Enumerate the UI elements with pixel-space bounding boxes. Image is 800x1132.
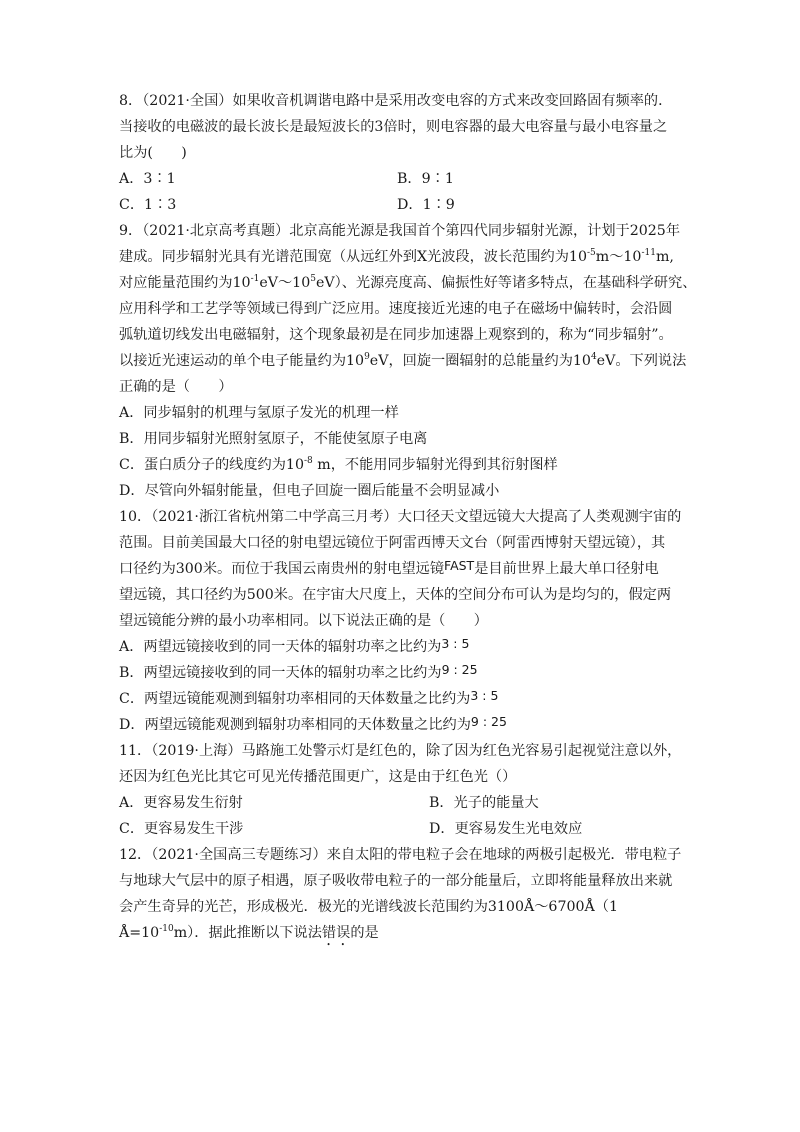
exponent: -11 [641,248,656,258]
question-text-line: 望远镜能分辨的最小功率相同。以下说法正确的是（ ） [119,613,488,629]
question-text-line [119,556,691,582]
ratio: 9 : 25 [470,714,507,729]
question-11 [119,738,691,842]
question-text-line: 比为( ) [119,145,187,161]
text-run: 是目前世界上最大单口径射电 [474,561,659,577]
ratio: 9 : 25 [441,662,478,677]
text-run: C．蛋白质分子的线度约为10 [119,457,304,473]
question-text-line: 会产生奇异的光芒，形成极光．极光的光谱线波长范围约为3100Å～6700Å（1 [119,899,618,915]
option-a[interactable]: A．更容易发生衍射 [119,795,243,811]
text-run: eV，回旋一圈辐射的总能量约为10 [369,353,591,369]
exponent: -1 [250,274,260,284]
option-d[interactable] [119,712,691,738]
fast-label: FAST [444,558,475,573]
question-10 [119,504,691,738]
option-d[interactable]: D．1∶9 [397,197,455,213]
question-text-line [119,348,691,374]
question-text-line: 应用科学和工艺学等领域已得到广泛应用。速度接近光速的电子在磁场中偏转时，会沿圆 [119,301,673,317]
option-a[interactable]: A．同步辐射的机理与氢原子发光的机理一样 [119,405,399,421]
question-text-line: 8．（2021·全国）如果收音机调谐电路中是采用改变电容的方式来改变回路固有频率的． [119,93,673,109]
option-b[interactable]: B．9∶1 [397,171,454,187]
text-run: m, [655,249,674,265]
question-text-line: 还因为红色光比其它可见光传播范围更广，这是由于红色光（） [119,769,517,785]
exponent: 5 [310,274,316,284]
option-c[interactable]: C．更容易发生干涉 [119,821,244,837]
question-text-line: 弧轨道切线发出电磁辐射，这个现象最初是在同步加速器上观察到的，称为“同步辐射”。 [119,327,673,343]
option-d[interactable]: D．尽管向外辐射能量，但电子回旋一圈后能量不会明显减小 [119,483,500,499]
question-text-line [119,920,691,946]
emphasized-word: 错误 [321,925,351,941]
text-run: eV～10 [259,275,311,291]
text-run: 建成。同步辐射光具有光谱范围宽（从远红外到X光波段，波长范围约为10 [119,249,587,265]
option-row [119,790,691,816]
question-text-line: 11．（2019·上海）马路施工处警示灯是红色的，除了因为红色光容易引起视觉注意以外， [119,743,682,759]
text-run: D．两望远镜能观测到辐射功率相同的天体数量之比约为 [119,717,471,733]
question-text-line: 当接收的电磁波的最长波长是最短波长的3倍时，则电容器的最大电容量与最小电容量之 [119,119,668,135]
exponent: -10 [159,924,174,934]
option-row [119,192,691,218]
text-run: m～10 [595,249,642,265]
text-run: Å=10 [119,925,160,941]
text-run: eV）、光源亮度高、偏振性好等诸多特点，在基础科学研究、 [315,275,697,291]
question-text-line: 9．（2021·北京高考真题）北京高能光源是我国首个第四代同步辐射光源，计划于2025年 [119,223,681,239]
option-d[interactable]: D．更容易发生光电效应 [429,821,583,837]
question-text-line: 12．（2021·全国高三专题练习）来自太阳的带电粒子会在地球的两极引起极光．带电粒子 [119,847,682,863]
text-run: 对应能量范围约为10 [119,275,251,291]
question-text-line: 正确的是（ ） [119,379,233,395]
option-c[interactable] [119,452,691,478]
option-a[interactable]: A．3∶1 [119,171,176,187]
exponent: 4 [590,352,597,362]
question-8 [119,88,691,218]
text-run: 的是 [350,925,379,941]
option-c[interactable]: C．1∶3 [119,197,177,213]
question-9 [119,218,697,504]
option-a[interactable] [119,634,691,660]
text-run: m，不能用同步辐射光得到其衍射图样 [312,457,558,473]
question-text-line: 与地球大气层中的原子相遇，原子吸收带电粒子的一部分能量后，立即将能量释放出来就 [119,873,673,889]
question-text-line: 范围。目前美国最大口径的射电望远镜位于阿雷西博天文台（阿雷西博射天望远镜），其 [119,535,666,551]
question-12 [119,842,691,946]
question-text-line: 望远镜，其口径约为500米。在宇宙大尺度上，天体的空间分布可认为是均匀的，假定两 [119,587,672,603]
exponent: -5 [586,248,596,258]
option-row [119,816,691,842]
text-run: eV。下列说法 [596,353,687,369]
question-text-line [119,244,691,270]
exponent: 9 [364,352,370,362]
text-run: A．两望远镜接收到的同一天体的辐射功率之比约为 [119,639,442,655]
exponent: -8 [303,456,313,466]
text-run: C．两望远镜能观测到辐射功率相同的天体数量之比约为 [119,691,471,707]
text-run: B．两望远镜接收到的同一天体的辐射功率之比约为 [119,665,442,681]
question-text-line [119,270,697,296]
option-b[interactable] [119,660,691,686]
option-b[interactable]: B．用同步辐射光照射氢原子，不能使氢原子电离 [119,431,428,447]
ratio: 3 : 5 [470,688,499,703]
question-text-line: 10．（2021·浙江省杭州第二中学高三月考）大口径天文望远镜大大提高了人类观测宇宙的 [119,509,682,525]
option-b[interactable]: B．光子的能量大 [429,795,539,811]
text-run: m）．据此推断以下说法 [173,925,322,941]
option-c[interactable] [119,686,691,712]
text-run: 以接近光速运动的单个电子能量约为10 [119,353,365,369]
page-content [119,88,697,946]
text-run: 口径约为300米。而位于我国云南贵州的射电望远镜 [119,561,445,577]
option-row [119,166,691,192]
ratio: 3 : 5 [441,636,470,651]
